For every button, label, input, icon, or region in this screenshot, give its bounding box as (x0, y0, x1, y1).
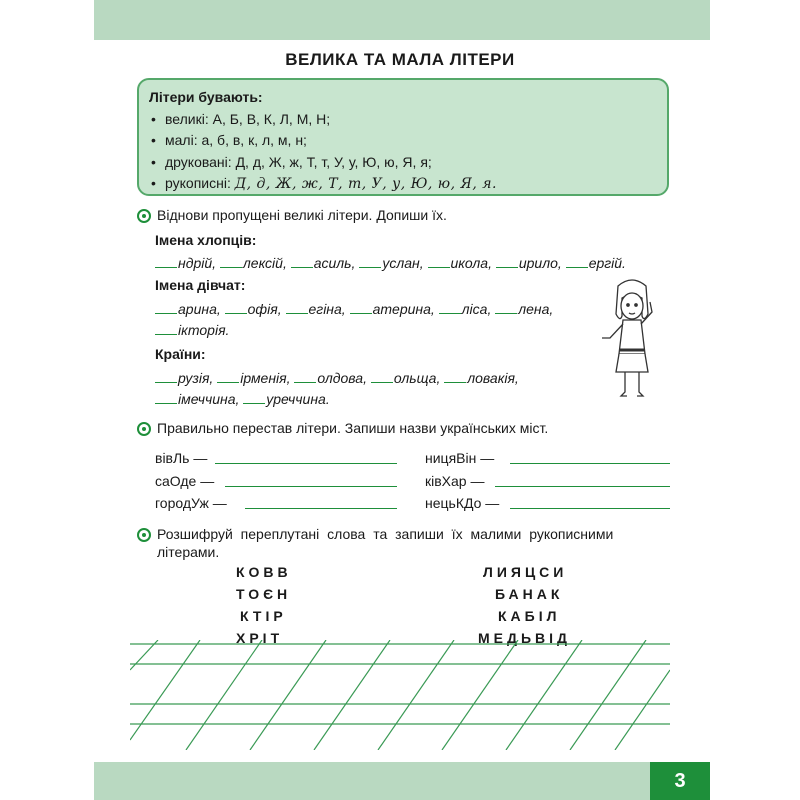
task3-instruction-line-2: літерами. (157, 544, 220, 560)
word-ending: офія, (247, 301, 282, 317)
answer-line[interactable] (510, 508, 670, 509)
word-ending: ліса, (461, 301, 492, 317)
city-scramble-6: нецьКДо — (425, 495, 500, 511)
countries-row-2 (155, 390, 330, 407)
task3-instruction-line-1: Розшифруй переплутані слова та запиши їх малими рукописними (157, 526, 614, 542)
word-ending: услан, (382, 255, 424, 271)
word-ending: уреччина. (266, 391, 330, 407)
task-bullet-icon (137, 528, 151, 542)
answer-line[interactable] (510, 463, 670, 464)
word-ending: ікторія. (178, 322, 230, 338)
word-ending: ірменія, (240, 370, 291, 386)
blank-item (220, 255, 287, 271)
rule-box (137, 78, 669, 196)
fill-in-blank[interactable] (155, 369, 177, 383)
scrambled-word: КТІР (240, 608, 287, 624)
blank-item (294, 370, 367, 386)
top-band (94, 0, 710, 40)
page-title: ВЕЛИКА ТА МАЛА ЛІТЕРИ (285, 50, 515, 69)
blank-item (444, 370, 519, 386)
blank-item (243, 391, 329, 407)
blank-item (371, 370, 440, 386)
fill-in-blank[interactable] (217, 369, 239, 383)
blank-item (495, 301, 553, 317)
blank-item (359, 255, 423, 271)
word-ending: ергій. (588, 255, 626, 271)
word-ending: олдова, (317, 370, 367, 386)
girls-names-row-2 (155, 321, 229, 338)
bottom-band (94, 762, 710, 800)
blank-item (155, 391, 239, 407)
answer-line[interactable] (225, 486, 397, 487)
rule-row-upper: • великі: А, Б, В, К, Л, М, Н; (149, 109, 657, 131)
scrambled-word: КОВВ (236, 564, 292, 580)
word-ending: імеччина, (178, 391, 240, 407)
girl-illustration (592, 272, 672, 402)
blank-item (155, 255, 216, 271)
rule-row-handwritten: • рукописні: Д, д, Ж, ж, Т, т, У, у, Ю, ю, Я, я. (149, 173, 657, 196)
fill-in-blank[interactable] (428, 254, 450, 268)
blank-item (566, 255, 626, 271)
answer-line[interactable] (245, 508, 397, 509)
blank-item (225, 301, 282, 317)
scrambled-word: БАНАК (495, 586, 564, 602)
task1-instruction: Віднови пропущені великі літери. Допиши їх. (157, 207, 447, 223)
fill-in-blank[interactable] (444, 369, 466, 383)
fill-in-blank[interactable] (155, 390, 177, 404)
rule-heading: Літери бувають: (149, 89, 263, 105)
task2-instruction: Правильно перестав літери. Запиши назви українських міст. (157, 420, 549, 436)
city-scramble-3: городУж — (155, 495, 227, 511)
fill-in-blank[interactable] (439, 300, 461, 314)
scrambled-word: ХРІТ (236, 630, 284, 646)
boys-heading: Імена хлопців: (155, 232, 257, 248)
girls-names-row-1 (155, 300, 553, 317)
fill-in-blank[interactable] (566, 254, 588, 268)
task-bullet-icon (137, 422, 151, 436)
fill-in-blank[interactable] (243, 390, 265, 404)
scrambled-word: МЕДЬВІД (478, 630, 572, 646)
word-ending: асиль, (313, 255, 356, 271)
blank-item (286, 301, 346, 317)
fill-in-blank[interactable] (495, 300, 517, 314)
fill-in-blank[interactable] (350, 300, 372, 314)
word-ending: икола, (450, 255, 492, 271)
word-ending: егіна, (308, 301, 346, 317)
word-ending: ирило, (518, 255, 562, 271)
task-bullet-icon (137, 209, 151, 223)
blank-item (439, 301, 492, 317)
fill-in-blank[interactable] (359, 254, 381, 268)
blank-item (291, 255, 356, 271)
fill-in-blank[interactable] (286, 300, 308, 314)
countries-row-1 (155, 369, 519, 386)
word-ending: ндрій, (178, 255, 217, 271)
answer-line[interactable] (495, 486, 670, 487)
fill-in-blank[interactable] (496, 254, 518, 268)
handwriting-grid[interactable] (130, 640, 670, 750)
blank-item (155, 370, 213, 386)
page-number: 3 (650, 762, 710, 800)
scrambled-word: КАБІЛ (498, 608, 561, 624)
fill-in-blank[interactable] (291, 254, 313, 268)
word-ending: ольща, (393, 370, 441, 386)
city-scramble-5: ківХар — (425, 473, 485, 489)
fill-in-blank[interactable] (371, 369, 393, 383)
word-ending: арина, (178, 301, 221, 317)
fill-in-blank[interactable] (225, 300, 247, 314)
rule-row-printed: • друковані: Д, д, Ж, ж, Т, т, У, у, Ю, ю, Я, я; (149, 152, 657, 174)
countries-heading: Країни: (155, 346, 206, 362)
fill-in-blank[interactable] (155, 321, 177, 335)
scrambled-word: ТОЄН (236, 586, 292, 602)
blank-item (217, 370, 290, 386)
city-scramble-1: вівЛь — (155, 450, 208, 466)
word-ending: рузія, (178, 370, 214, 386)
blank-item (496, 255, 562, 271)
word-ending: ловакія, (467, 370, 519, 386)
blank-item (428, 255, 492, 271)
blank-item (155, 322, 229, 338)
blank-item (350, 301, 435, 317)
fill-in-blank[interactable] (294, 369, 316, 383)
word-ending: лексій, (242, 255, 287, 271)
city-scramble-2: саОде — (155, 473, 215, 489)
answer-line[interactable] (215, 463, 397, 464)
girls-heading: Імена дівчат: (155, 277, 246, 293)
city-scramble-4: ницяВін — (425, 450, 495, 466)
word-ending: лена, (518, 301, 554, 317)
fill-in-blank[interactable] (155, 300, 177, 314)
rule-row-lower: • малі: а, б, в, к, л, м, н; (149, 130, 657, 152)
word-ending: атерина, (372, 301, 435, 317)
fill-in-blank[interactable] (220, 254, 242, 268)
boys-names-row (155, 254, 626, 271)
scrambled-word: ЛИЯЦСИ (483, 564, 568, 580)
blank-item (155, 301, 221, 317)
fill-in-blank[interactable] (155, 254, 177, 268)
